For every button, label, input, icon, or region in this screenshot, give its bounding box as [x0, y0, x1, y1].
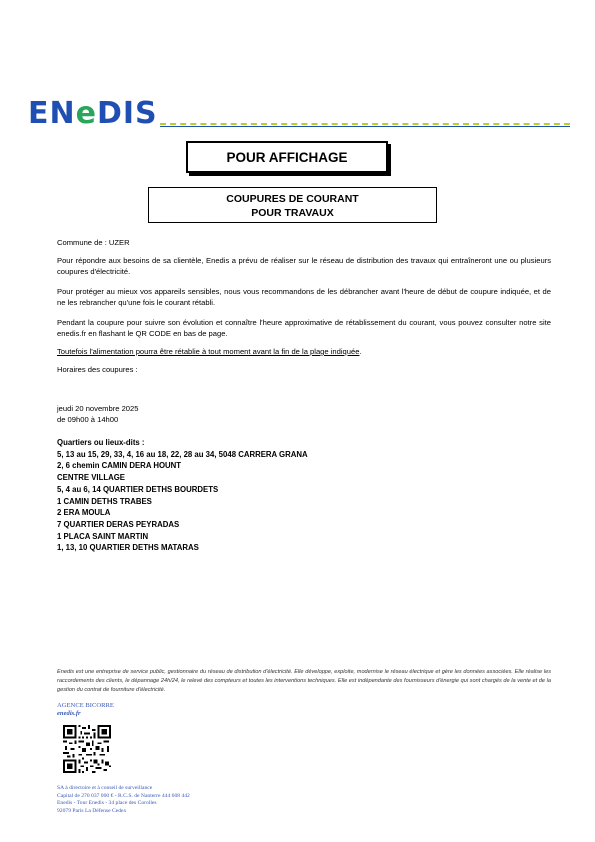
paragraph-3: Pendant la coupure pour suivre son évolution et connaître l'heure approximative de rétablissement du courant, vous pouvez consulter notre site enedis.fr en flashant le QR CODE en bas de page. [57, 318, 551, 338]
schedule-hours: de 09h00 à 14h00 [57, 415, 119, 424]
list-item: 1 PLACA SAINT MARTIN [57, 531, 149, 541]
logo-text-part3: DIS [96, 96, 158, 131]
commune-label: Commune de : UZER [57, 238, 130, 247]
places-label: Quartiers ou lieux-dits : [57, 438, 145, 447]
logo-text-part1: EN [28, 96, 76, 131]
legal-line: Capital de 270 037 000 € - R.C.S. de Nanterre 444 608 442 [57, 792, 190, 799]
schedule-date: jeudi 20 novembre 2025 [57, 404, 139, 413]
agency-block [57, 702, 114, 718]
list-item: 2 ERA MOULA [57, 508, 111, 518]
paragraph-1: Pour répondre aux besoins de sa clientèle, Enedis a prévu de réaliser sur le réseau de distribution des travaux qui entraîneront une ou plusieurs coupures d'électricité. [57, 256, 551, 276]
paragraph-4-underlined: Toutefois l'alimentation pourra être rétablie à tout moment avant la fin de la plage indiquée [57, 347, 360, 356]
paragraph-4-end: . [359, 347, 362, 356]
agency-name: AGENCE BICORRE [57, 702, 114, 709]
paragraph-4 [57, 347, 551, 358]
pour-affichage-box [186, 141, 388, 173]
legal-line: 92079 Paris La Défense Cedex [57, 807, 127, 814]
header-divider [160, 123, 570, 125]
subtitle-line1: COUPURES DE COURANT [226, 193, 359, 205]
legal-line: SA à directoire et à conseil de surveillance [57, 785, 153, 791]
legal-block [57, 785, 190, 815]
enedis-logo [28, 94, 158, 134]
list-item: 1 CAMIN DETHS TRABES [57, 496, 152, 506]
header-divider-blue [160, 126, 570, 127]
list-item: 7 QUARTIER DERAS PEYRADAS [57, 519, 180, 529]
list-item: 2, 6 chemin CAMIN DERA HOUNT [57, 461, 182, 471]
footer-about: Enedis est une entreprise de service public, gestionnaire du réseau de distribution d'électricité. Elle développe, exploite, modernise le réseau électrique et gère les données associées. Elle réalise les raccordements des clients, le dépannage 24h/24, le relevé des compteurs et toutes les interventions techniques. Elle est indépendante des fournisseurs d'énergie qui sont chargés de la vente et de la gestion du contrat de fourniture d'électricité. [57, 669, 551, 693]
logo-text-part2: e [75, 96, 97, 131]
places-list [57, 437, 537, 554]
legal-line: Enedis - Tour Enedis - 34 place des Corolles [57, 800, 157, 807]
list-item: 5, 13 au 15, 29, 33, 4, 16 au 18, 22, 28 au 34, 5048 CARRERA GRANA [57, 449, 308, 459]
site-link[interactable]: enedis.fr [57, 710, 81, 717]
schedule-label: Horaires des coupures : [57, 365, 138, 374]
coupures-box [148, 187, 437, 223]
qr-code-icon[interactable] [63, 725, 111, 773]
list-item: 5, 4 au 6, 14 QUARTIER DETHS BOURDETS [57, 484, 219, 494]
paragraph-2: Pour protéger au mieux vos appareils sensibles, nous vous recommandons de les débrancher avant l'heure de début de coupure indiquée, et de ne les rebrancher qu'une fois le courant rétabli. [57, 287, 551, 307]
list-item: CENTRE VILLAGE [57, 473, 126, 483]
page-title: POUR AFFICHAGE [226, 149, 348, 165]
list-item: 1, 13, 10 QUARTIER DETHS MATARAS [57, 543, 199, 553]
subtitle-line2: POUR TRAVAUX [251, 207, 334, 219]
